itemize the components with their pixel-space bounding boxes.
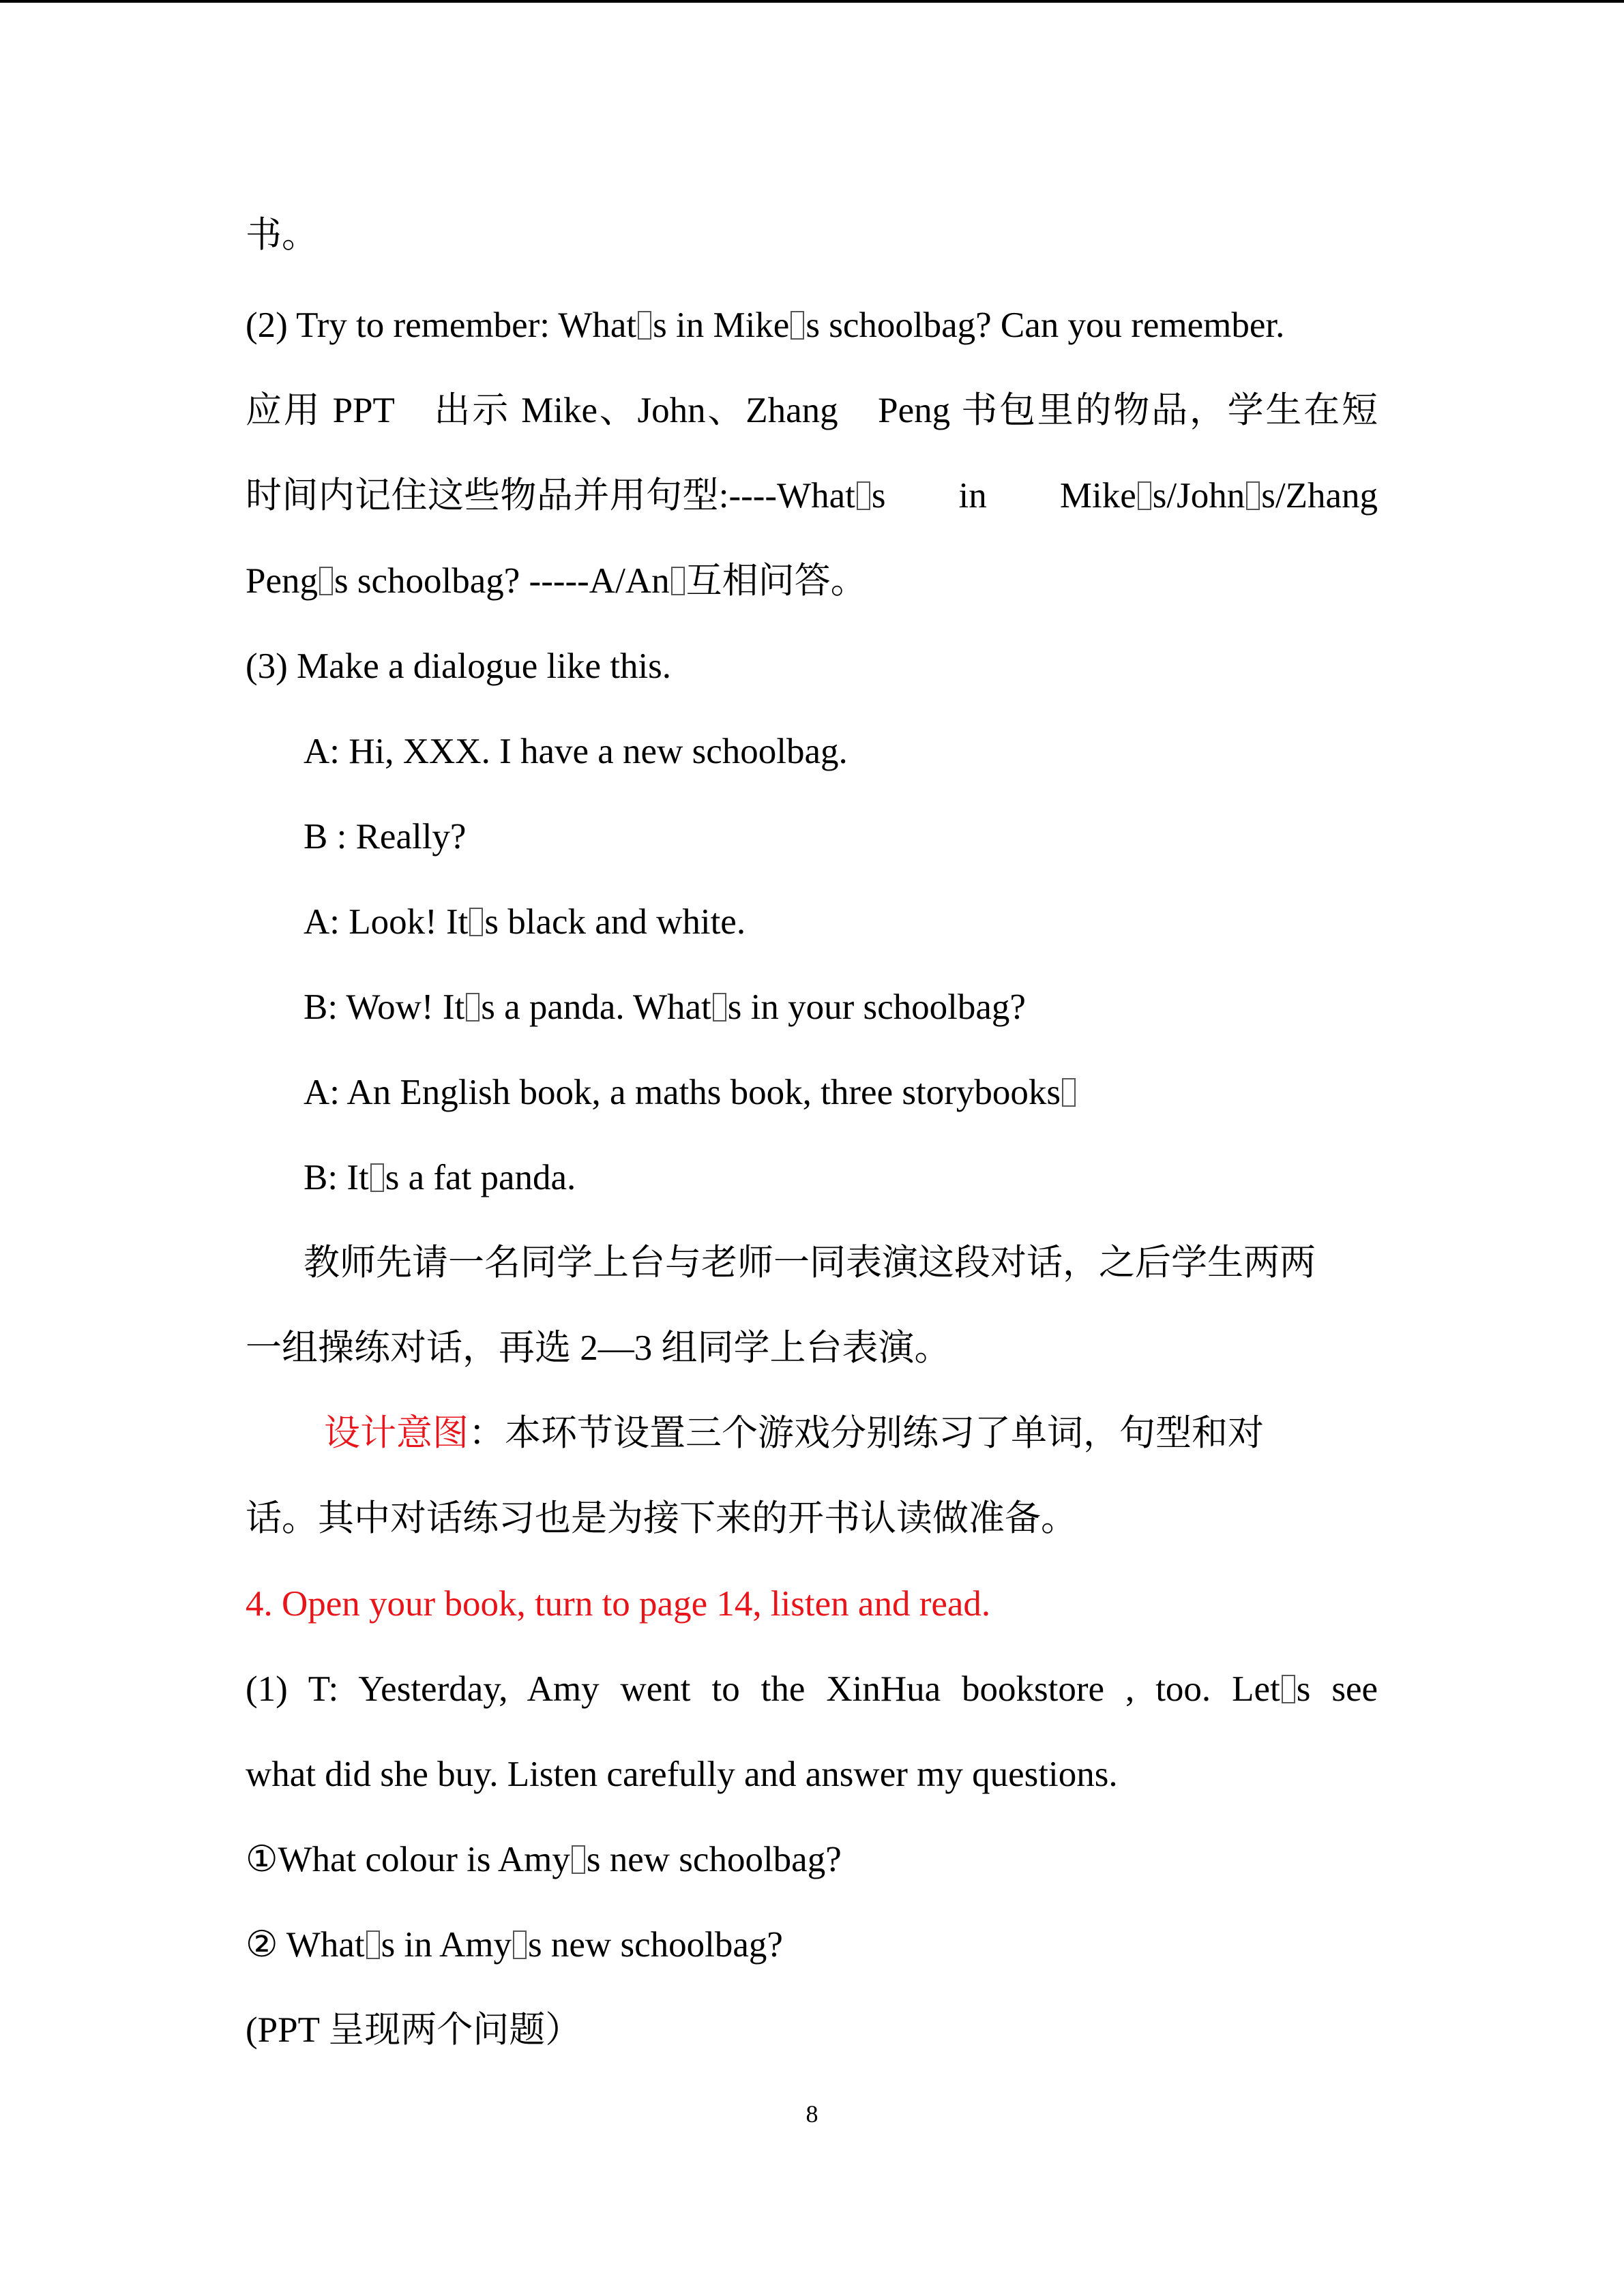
text-line-4: 时间内记住这些物品并用句型:----What s in Mike s/John s/Zhang — [246, 476, 1378, 516]
missing-glyph-box — [466, 993, 479, 1022]
text-line-13: 教师先请一名同学上台与老师一同表演这段对话，之后学生两两 — [304, 1243, 1316, 1283]
dialogue-line-5: A: An English book, a maths book, three storybooks — [304, 1071, 1077, 1114]
missing-glyph-box — [469, 908, 483, 936]
missing-glyph-box — [671, 567, 685, 595]
dialogue-line-3: A: Look! It s black and white. — [304, 902, 746, 942]
section-heading-4: 4. Open your book, turn to page 14, listen and read. — [246, 1584, 991, 1624]
missing-glyph-box — [1282, 1675, 1295, 1703]
missing-glyph-box — [857, 481, 870, 510]
missing-glyph-box — [513, 1930, 527, 1959]
page-number: 8 — [806, 2100, 818, 2128]
text-line-3: 应用 PPT 出示 Mike、John、Zhang Peng 书包里的物品，学生在短 — [246, 391, 1378, 430]
missing-glyph-box — [1246, 481, 1260, 510]
missing-glyph-box — [791, 311, 804, 340]
missing-glyph-box — [1138, 481, 1151, 510]
text-line-16: 话。其中对话练习也是为接下来的开书认读做准备。 — [246, 1499, 1077, 1538]
question-2: ② What s in Amy s new schoolbag? — [246, 1925, 783, 1965]
missing-glyph-box — [1062, 1078, 1076, 1107]
design-intent-label: 设计意图 — [324, 1414, 469, 1453]
text-line-19: what did she buy. Listen carefully and answer my questions. — [246, 1755, 1118, 1794]
design-intent-text: ：本环节设置三个游戏分别练习了单词，句型和对 — [469, 1414, 1264, 1453]
dialogue-line-1: A: Hi, XXX. I have a new schoolbag. — [304, 732, 848, 771]
missing-glyph-box — [572, 1845, 585, 1874]
text-line-22: (PPT 呈现两个问题） — [246, 2010, 582, 2050]
top-border-line — [0, 0, 1624, 3]
missing-glyph-box — [370, 1163, 384, 1192]
question-1: ①What colour is Amy s new schoolbag? — [246, 1840, 842, 1879]
dialogue-line-6: B: It s a fat panda. — [304, 1158, 576, 1197]
text-line-2: (2) Try to remember: What s in Mike s schoolbag? Can you remember. — [246, 305, 1285, 345]
missing-glyph-box — [713, 993, 726, 1022]
dialogue-line-4: B: Wow! It s a panda. What s in your schoolbag? — [304, 987, 1026, 1027]
text-line-18: (1) T: Yesterday, Amy went to the XinHua bookstore , too. Let s see — [246, 1669, 1378, 1709]
missing-glyph-box — [319, 567, 333, 595]
text-line-1: 书。 — [246, 215, 318, 255]
design-intent-line — [324, 1412, 1264, 1455]
dialogue-line-2: B : Really? — [304, 817, 467, 856]
missing-glyph-box — [366, 1930, 380, 1959]
text-line-6: (3) Make a dialogue like this. — [246, 646, 672, 686]
text-line-14: 一组操练对话，再选 2—3 组同学上台表演。 — [246, 1328, 951, 1368]
text-line-5: Peng s schoolbag? -----A/An 互相问答。 — [246, 561, 867, 601]
missing-glyph-box — [638, 311, 651, 340]
